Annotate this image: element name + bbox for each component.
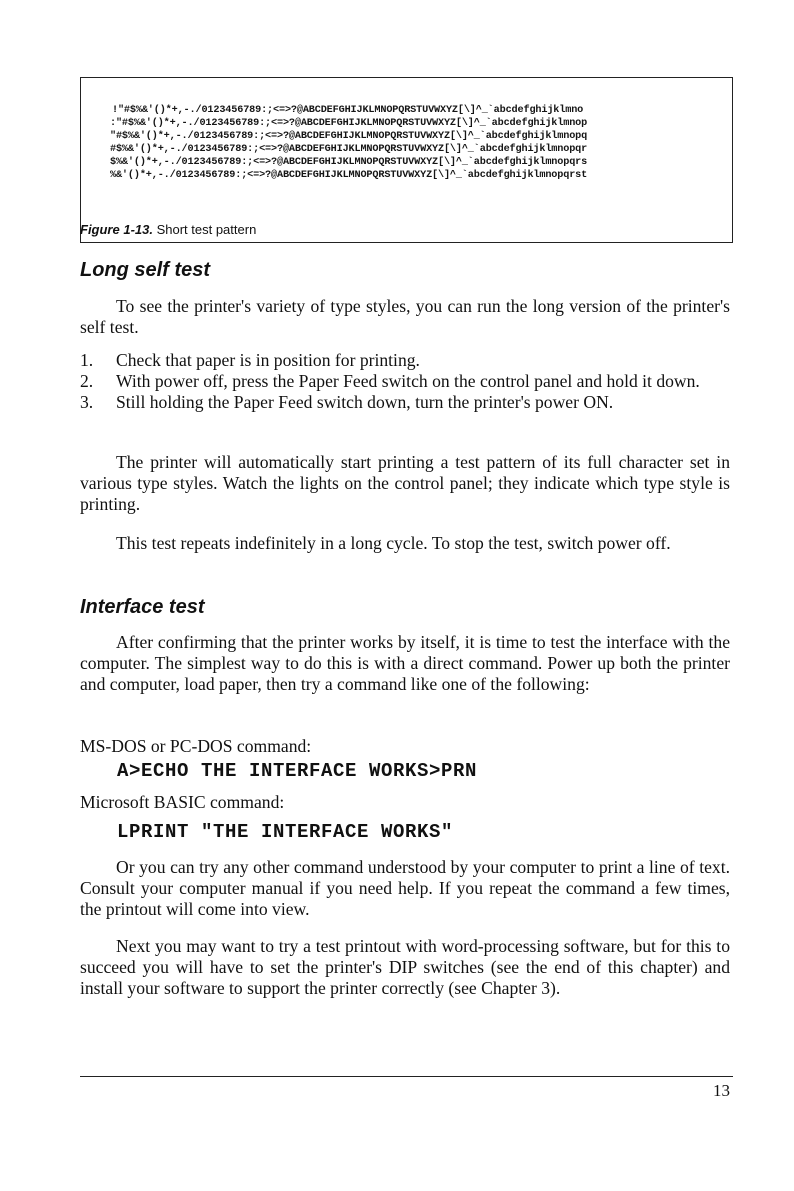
pattern-line: !"#$%&'()*+,-./0123456789:;<=>?@ABCDEFGHIJKLMNOPQRSTUVWXYZ[\]^_`abcdefghijklmno [112,105,584,116]
paragraph: Next you may want to try a test printout with word-processing software, but for this to succeed you will have to set the printer's DIP switches (see the end of this chapter) and install your software to support the printer correctly (see Chapter 3). [80,936,730,998]
section-heading-interface-test: Interface test [80,596,205,618]
section-heading-long-self-test: Long self test [80,259,211,281]
paragraph: The printer will automatically start printing a test pattern of its full character set in various type styles. Watch the lights on the control panel; they indicate which type style is printing. [80,452,730,514]
steps-list [80,350,730,413]
step-number: 2. [80,371,94,391]
step-text: Check that paper is in position for printing. [116,350,420,370]
footer-rule [80,1076,733,1077]
pattern-line: %&'()*+,-./0123456789:;<=>?@ABCDEFGHIJKLMNOPQRSTUVWXYZ[\]^_`abcdefghijklmnopqrst [110,170,588,181]
dos-command-label: MS-DOS or PC-DOS command: [80,736,312,756]
pattern-line: #$%&'()*+,-./0123456789:;<=>?@ABCDEFGHIJKLMNOPQRSTUVWXYZ[\]^_`abcdefghijklmnopqr [110,144,588,155]
figure-label: Figure 1-13. [80,222,153,237]
list-item [80,371,730,392]
list-item [80,350,730,371]
paragraph: To see the printer's variety of type styles, you can run the long version of the printer's self test. [80,296,730,337]
figure-caption-text: Short test pattern [152,222,257,237]
page-number: 13 [713,1081,730,1100]
pattern-line: $%&'()*+,-./0123456789:;<=>?@ABCDEFGHIJKLMNOPQRSTUVWXYZ[\]^_`abcdefghijklmnopqrs [110,157,588,168]
paragraph: This test repeats indefinitely in a long cycle. To stop the test, switch power off. [116,533,671,553]
paragraph: Or you can try any other command understood by your computer to print a line of text. Consult your computer manual if you need help. If you repeat the command a few times, the printout will come into view. [80,857,730,919]
pattern-line: "#$%&'()*+,-./0123456789:;<=>?@ABCDEFGHIJKLMNOPQRSTUVWXYZ[\]^_`abcdefghijklmnopq [110,131,588,142]
pattern-line: :"#$%&'()*+,-./0123456789:;<=>?@ABCDEFGHIJKLMNOPQRSTUVWXYZ[\]^_`abcdefghijklmnop [110,118,588,129]
paragraph: After confirming that the printer works by itself, it is time to test the interface with the computer. The simplest way to do this is with a direct command. Power up both the printer and computer, load paper, then try a command like one of the following: [80,632,730,694]
step-text: With power off, press the Paper Feed switch on the control panel and hold it down. [116,371,700,391]
basic-command: LPRINT "THE INTERFACE WORKS" [117,821,454,843]
step-number: 1. [80,350,94,370]
figure-caption [80,222,256,237]
figure-box [80,77,733,243]
list-item [80,392,730,413]
test-pattern [81,104,732,182]
dos-command: A>ECHO THE INTERFACE WORKS>PRN [117,760,478,782]
step-number: 3. [80,392,94,412]
step-text: Still holding the Paper Feed switch down, turn the printer's power ON. [116,392,614,412]
basic-command-label: Microsoft BASIC command: [80,792,285,812]
